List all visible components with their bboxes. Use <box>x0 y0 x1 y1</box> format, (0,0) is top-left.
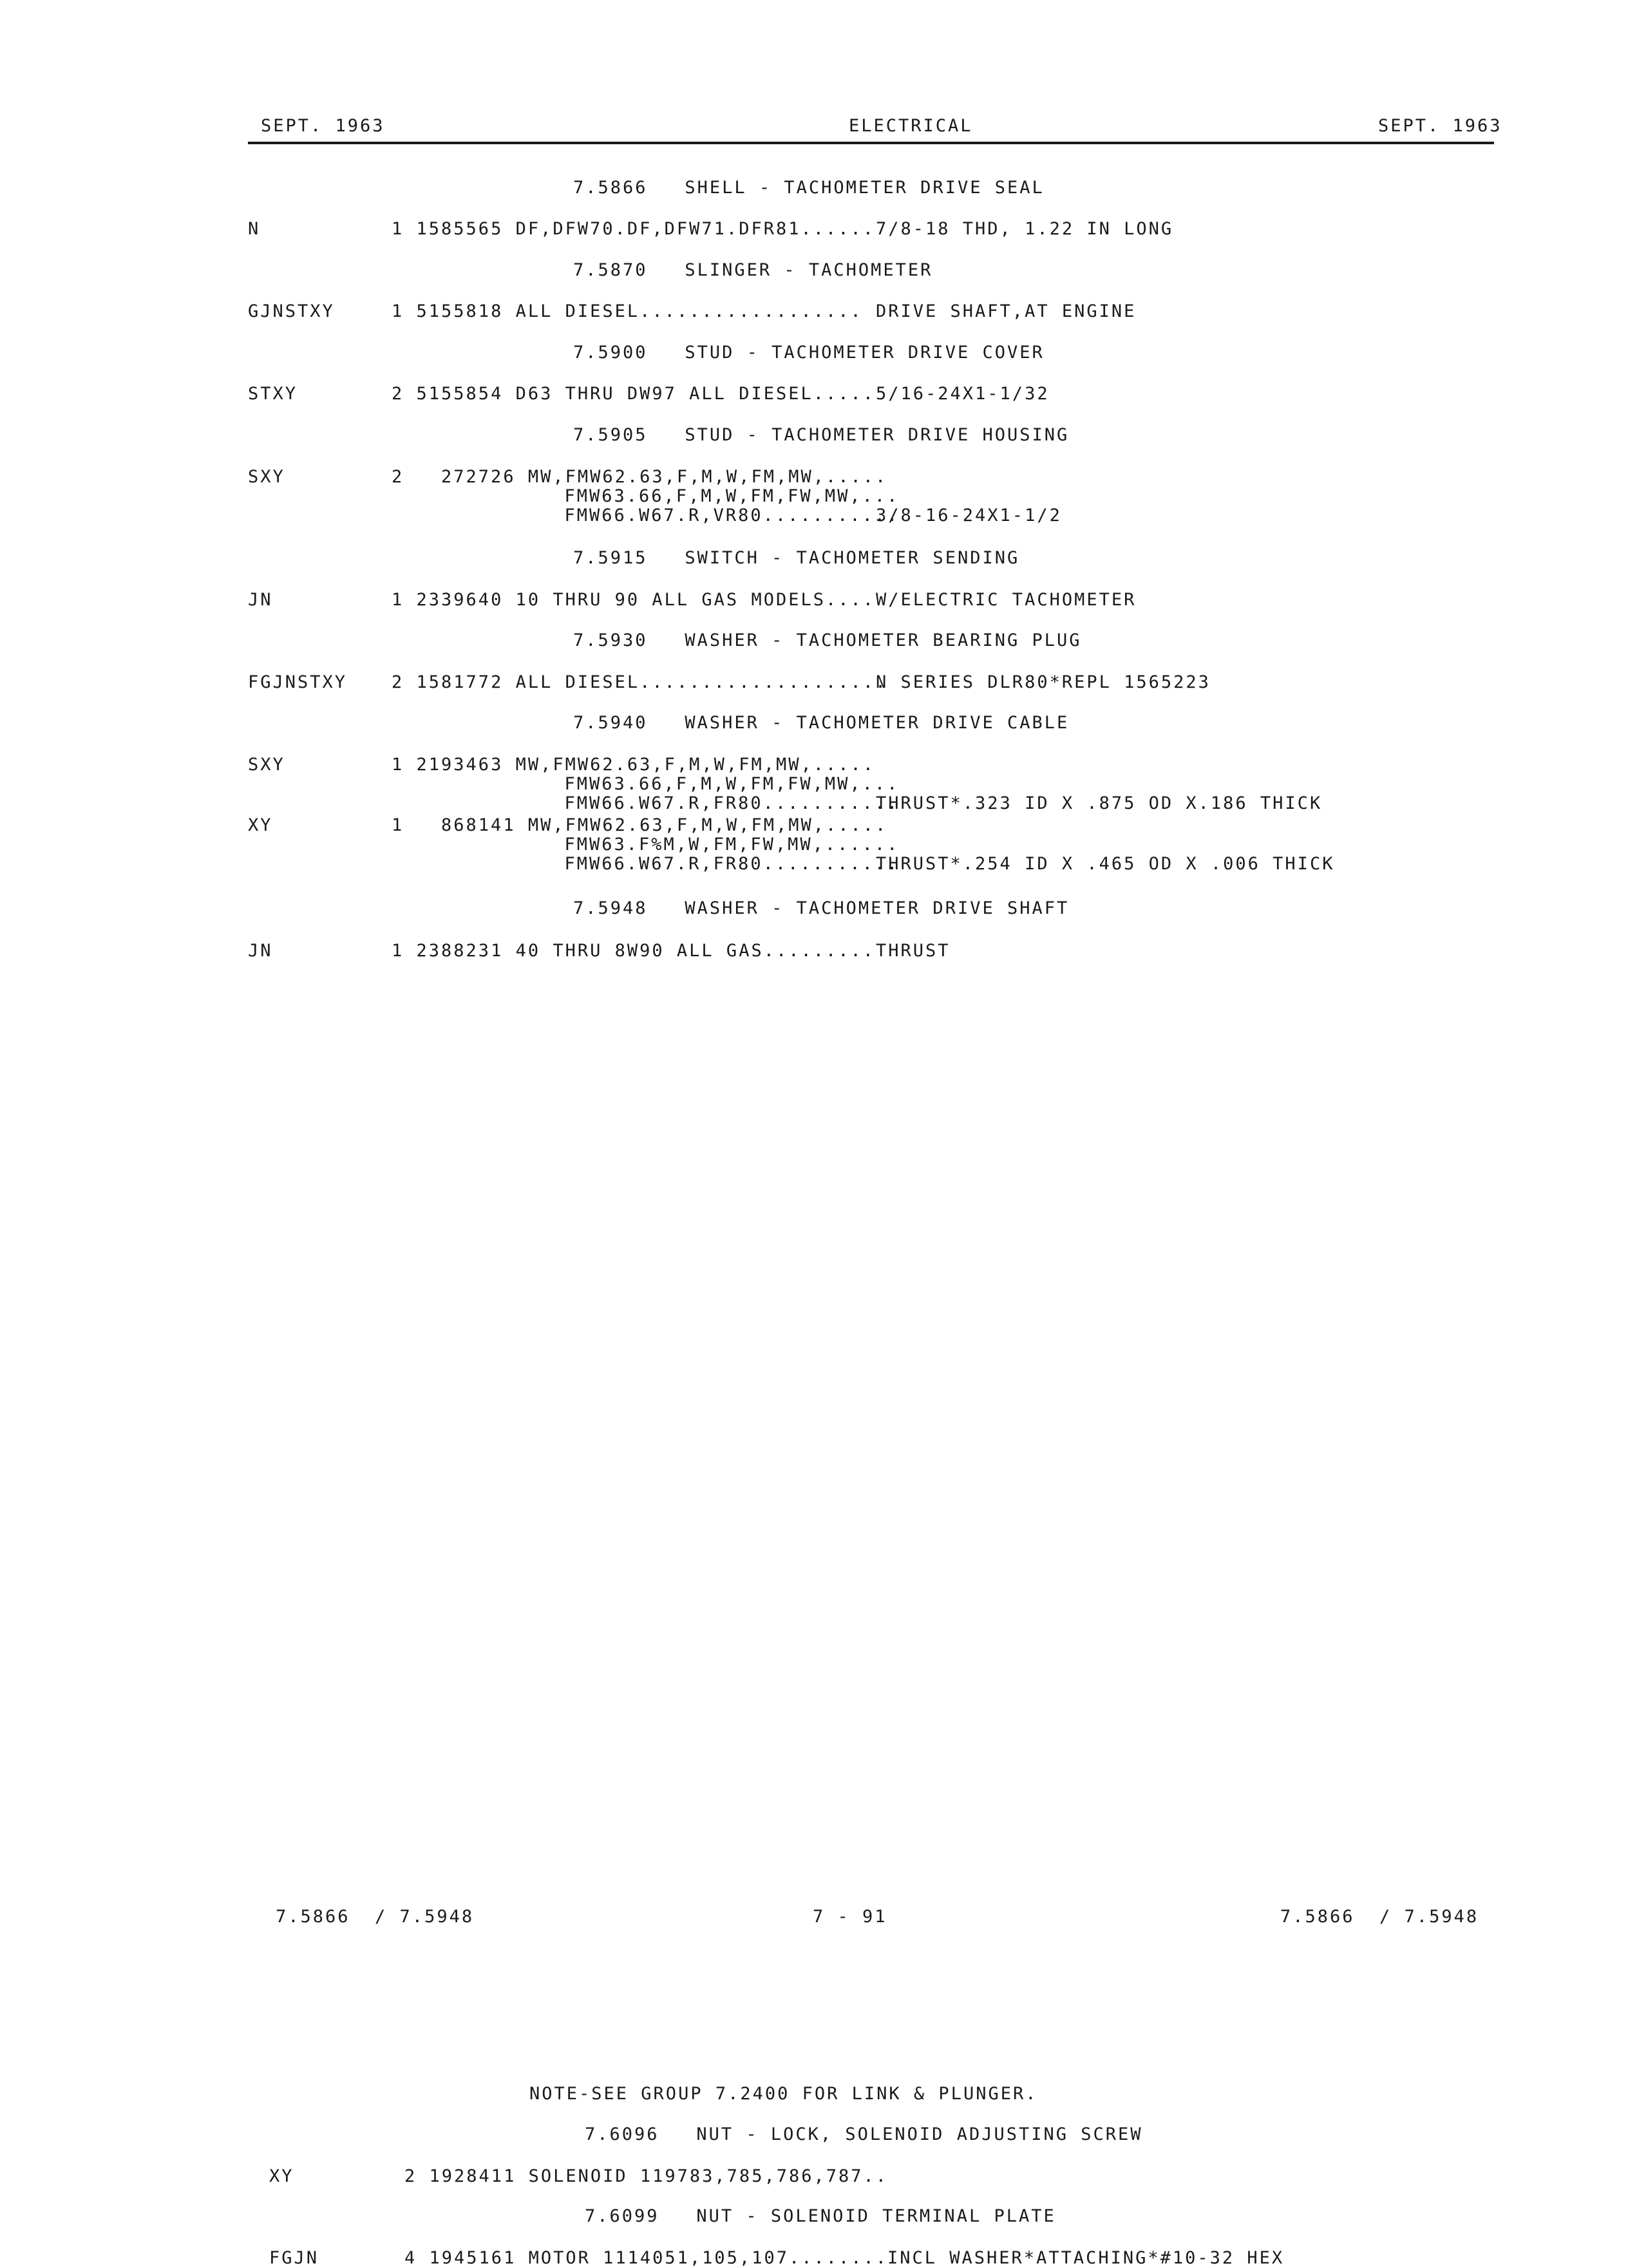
item-line <box>392 942 875 959</box>
group-title: SHELL - TACHOMETER DRIVE SEAL <box>685 178 1045 198</box>
item-description: 7/8-18 THD, 1.22 IN LONG <box>876 219 1174 239</box>
item-line <box>392 591 875 609</box>
group-heading-7-6099 <box>585 2207 1056 2225</box>
item-line <box>392 220 875 238</box>
group-note: NOTE-SEE GROUP 7.2400 FOR LINK & PLUNGER. <box>529 2084 1038 2104</box>
item-application-continued: FMW66.W67.R,FR80........... <box>540 793 900 813</box>
group-heading-7-5948 <box>573 900 1069 917</box>
item-part-number: 272726 <box>428 467 516 487</box>
item-code: FGJN <box>269 2248 319 2268</box>
header-date-left: SEPT. 1963 <box>261 116 385 136</box>
group-heading-7-5900 <box>573 344 1045 361</box>
group-number: 7.5948 <box>573 898 648 918</box>
header-rule <box>248 142 1494 144</box>
item-qty: 1 <box>392 301 404 321</box>
header-date-right: SEPT. 1963 <box>1378 116 1502 136</box>
group-heading-7-5930 <box>573 632 1082 649</box>
footer-page-number: 7 - 91 <box>813 1907 887 1927</box>
group-title: STUD - TACHOMETER DRIVE COVER <box>685 343 1045 363</box>
item-description: DRIVE SHAFT,AT ENGINE <box>876 301 1137 321</box>
group-title: SLINGER - TACHOMETER <box>685 260 933 280</box>
item-code: N <box>248 219 261 239</box>
item-line <box>392 817 887 834</box>
group-title: NUT - SOLENOID TERMINAL PLATE <box>696 2206 1056 2226</box>
item-code: SXY <box>248 755 285 775</box>
item-application: D63 THRU DW97 ALL DIESEL..... <box>515 384 875 404</box>
item-code: JN <box>248 941 273 961</box>
group-number: 7.5930 <box>573 630 648 650</box>
footer-range-left: 7.5866 / 7.5948 <box>276 1907 475 1927</box>
group-title: SWITCH - TACHOMETER SENDING <box>685 548 1020 568</box>
item-part-number: 2193463 <box>416 755 504 775</box>
item-line <box>392 303 863 320</box>
group-heading-7-5870 <box>573 261 932 279</box>
item-qty: 1 <box>392 219 404 239</box>
item-line <box>392 468 887 486</box>
item-qty: 2 <box>392 672 404 692</box>
item-application: 10 THRU 90 ALL GAS MODELS.... <box>515 590 875 610</box>
item-qty: 4 <box>404 2248 417 2268</box>
group-number: 7.6099 <box>585 2206 659 2226</box>
group-title: WASHER - TACHOMETER BEARING PLUG <box>685 630 1082 650</box>
item-description: INCL WASHER*ATTACHING*#10-32 HEX <box>887 2248 1285 2268</box>
group-title: WASHER - TACHOMETER DRIVE CABLE <box>685 713 1070 733</box>
item-line <box>392 385 875 402</box>
item-part-number: 5155854 <box>416 384 504 404</box>
item-description: N SERIES DLR80*REPL 1565223 <box>876 672 1211 692</box>
item-line <box>404 2168 888 2185</box>
item-part-number: 1928411 <box>429 2166 516 2186</box>
footer-range-right: 7.5866 / 7.5948 <box>1280 1907 1479 1927</box>
item-application-continued: FMW63.66,F,M,W,FM,FW,MW,... <box>540 774 900 794</box>
item-code: SXY <box>248 467 285 487</box>
item-part-number: 1585565 <box>416 219 504 239</box>
item-qty: 1 <box>392 755 404 775</box>
item-code: XY <box>248 815 273 835</box>
group-number: 7.5870 <box>573 260 648 280</box>
item-application-continued: FMW63.66,F,M,W,FM,FW,MW,... <box>540 486 900 506</box>
group-title: WASHER - TACHOMETER DRIVE SHAFT <box>685 898 1070 918</box>
item-qty: 2 <box>404 2166 417 2186</box>
group-number: 7.5866 <box>573 178 648 198</box>
item-application: 40 THRU 8W90 ALL GAS......... <box>515 941 875 961</box>
item-description: THRUST <box>876 941 951 961</box>
group-number: 7.5905 <box>573 425 648 445</box>
group-heading-7-6096 <box>585 2126 1143 2143</box>
item-application-continued: FMW66.W67.R,FR80........... <box>540 854 900 874</box>
item-description: 3/8-16-24X1-1/2 <box>876 506 1062 525</box>
item-application: MW,FMW62.63,F,M,W,FM,MW,..... <box>527 467 888 487</box>
item-application: MOTOR 1114051,105,107........ <box>528 2248 888 2268</box>
group-number: 7.5900 <box>573 343 648 363</box>
item-qty: 2 <box>392 467 404 487</box>
item-application: DF,DFW70.DF,DFW71.DFR81...... <box>515 219 875 239</box>
item-application: MW,FMW62.63,F,M,W,FM,MW,..... <box>515 755 875 775</box>
item-part-number: 2339640 <box>416 590 504 610</box>
item-code: STXY <box>248 384 298 404</box>
item-application-continued: FMW63.F%M,W,FM,FW,MW,...... <box>540 835 900 855</box>
group-number: 7.6096 <box>585 2124 659 2144</box>
item-description: THRUST*.254 ID X .465 OD X .006 THICK <box>876 854 1335 874</box>
item-qty: 1 <box>392 590 404 610</box>
item-qty: 2 <box>392 384 404 404</box>
header-section-title: ELECTRICAL <box>849 116 973 136</box>
item-part-number: 1581772 <box>416 672 504 692</box>
group-heading-7-5866 <box>573 179 1045 196</box>
item-application: MW,FMW62.63,F,M,W,FM,MW,..... <box>527 815 888 835</box>
item-qty: 1 <box>392 815 404 835</box>
item-line <box>392 674 887 691</box>
item-application: ALL DIESEL.................. <box>503 301 863 321</box>
item-code: XY <box>269 2166 294 2186</box>
group-heading-7-5940 <box>573 714 1069 732</box>
item-code: GJNSTXY <box>248 301 335 321</box>
item-qty: 1 <box>392 941 404 961</box>
item-description: W/ELECTRIC TACHOMETER <box>876 590 1137 610</box>
item-part-number: 1945161 <box>429 2248 516 2268</box>
group-heading-7-5915 <box>573 549 1019 567</box>
item-part-number: 868141 <box>428 815 516 835</box>
item-description: 5/16-24X1-1/32 <box>876 384 1050 404</box>
item-application-continued: FMW66.W67.R,VR80........... <box>540 506 900 525</box>
item-code: FGJNSTXY <box>248 672 348 692</box>
item-line <box>392 756 875 773</box>
item-application: ALL DIESEL.................... <box>515 672 888 692</box>
group-number: 7.5940 <box>573 713 648 733</box>
item-code: JN <box>248 590 273 610</box>
group-number: 7.5915 <box>573 548 648 568</box>
item-part-number: 2388231 <box>416 941 504 961</box>
group-heading-7-5905 <box>573 426 1069 444</box>
item-line <box>404 2249 888 2267</box>
item-description: THRUST*.323 ID X .875 OD X.186 THICK <box>876 793 1323 813</box>
group-title: NUT - LOCK, SOLENOID ADJUSTING SCREW <box>696 2124 1143 2144</box>
item-part-number: 5155818 <box>416 301 504 321</box>
group-title: STUD - TACHOMETER DRIVE HOUSING <box>685 425 1070 445</box>
item-application: SOLENOID 119783,785,786,787.. <box>528 2166 888 2186</box>
